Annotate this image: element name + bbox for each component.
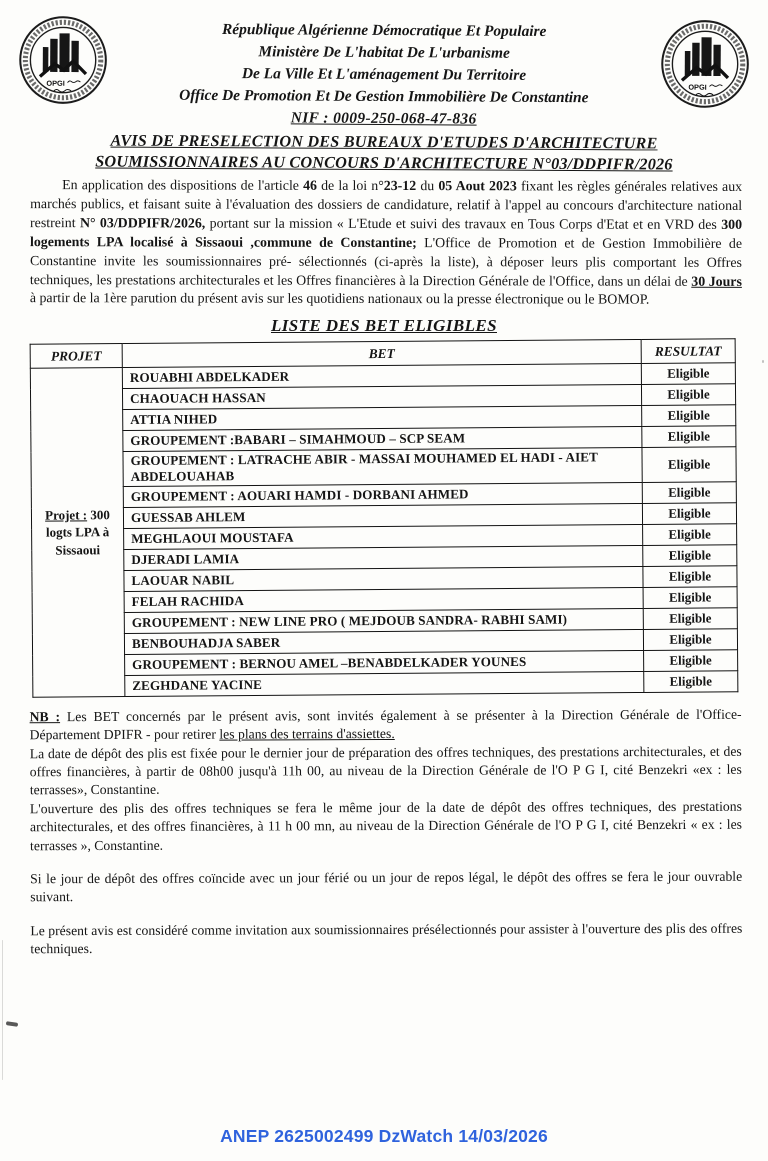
bet-name: BENBOUHADJA SABER — [124, 630, 643, 655]
intro-deadline: 30 Jours — [691, 274, 742, 290]
header-line-office: Office De Promotion Et De Gestion Immobilière De Constantine — [179, 86, 589, 106]
intro-text: fixant les règles générales relatives aux marchés publics, et faisant suite à l'évaluation des dossiers de candidature, relatif à l'appel au concours d'architecture national restreint — [30, 179, 743, 231]
result-value: Eligible — [642, 503, 736, 525]
bet-name: ROUABHI ABDELKADER — [122, 364, 641, 389]
document-header — [0, 10, 768, 132]
nb-text: Les BET concernés par le présent avis, sont invités également à se présenter à la Direction Générale de l'Office- Département DPIFR - pour retirer — [29, 706, 742, 743]
result-value: Eligible — [643, 629, 737, 651]
header-titles — [112, 14, 657, 131]
bet-name: GROUPEMENT :BABARI – SIMAHMOUD – SCP SEAM — [123, 427, 642, 452]
bet-name: MEGHLAOUI MOUSTAFA — [124, 525, 643, 550]
intro-law-number: 23-12 — [383, 178, 417, 194]
bet-name: CHAOUACH HASSAN — [122, 385, 641, 410]
table-row — [33, 671, 738, 698]
holiday-paragraph: Si le jour de dépôt des offres coïncide avec un jour férié ou un jour de repos légal, le dépôt des offres se fera le jour ouvrable suivant. — [30, 868, 743, 905]
col-header-projet: PROJET — [30, 344, 122, 369]
header-line-republic: République Algérienne Démocratique Et Populaire — [222, 21, 547, 40]
intro-mission-bold: 300 logements LPA localisé à Sissaoui ,commune de Constantine; — [29, 217, 743, 251]
result-value: Eligible — [643, 566, 737, 588]
intro-contest-number: N° 03/DDPIFR/2026, — [79, 215, 206, 232]
nb-paragraph — [30, 706, 742, 745]
col-header-bet: BET — [122, 340, 641, 368]
header-line-ministry: Ministère De L'habitat De L'urbanisme — [258, 43, 510, 62]
project-cell — [30, 368, 125, 698]
scan-artifact — [2, 940, 3, 1080]
bet-name: GROUPEMENT : BERNOU AMEL –BENABDELKADER YOUNES — [125, 651, 644, 676]
result-value: Eligible — [643, 545, 737, 567]
bet-name: DJERADI LAMIA — [124, 546, 643, 571]
header-line-territory: De La Ville Et L'aménagement Du Territoire — [241, 64, 527, 84]
intro-text: du — [416, 178, 439, 194]
opgi-logo-icon — [659, 18, 752, 111]
bet-name: ATTIA NIHED — [123, 406, 642, 431]
result-value: Eligible — [641, 384, 735, 406]
intro-article-number: 46 — [303, 178, 318, 194]
opgi-seal-left — [14, 14, 113, 107]
intro-text: portant sur la mission « L'Etude et suivi des travaux en Tous Corps d'Etat et en VRD des — [205, 216, 722, 233]
result-value: Eligible — [644, 671, 738, 693]
result-value: Eligible — [642, 447, 736, 483]
col-header-resultat: RESULTAT — [641, 339, 735, 364]
result-value: Eligible — [642, 405, 736, 427]
intro-text: de la loi n° — [316, 178, 384, 194]
bet-name: LAOUAR NABIL — [124, 567, 643, 592]
bet-name: GUESSAB AHLEM — [123, 504, 642, 529]
notice-title-line2: SOUMISSIONNAIRES AU CONCOURS D'ARCHITECTURE N°03/DDPIFR/2026 — [95, 152, 673, 174]
intro-text: à partir de la 1ère parution du présent avis sur les quotidiens nationaux ou la presse électronique ou le BOMOP. — [29, 291, 650, 308]
bet-name: GROUPEMENT : AOUARI HAMDI - DORBANI AHMED — [123, 483, 642, 508]
result-value: Eligible — [644, 650, 738, 672]
result-value: Eligible — [643, 608, 737, 630]
bet-name: GROUPEMENT : NEW LINE PRO ( MEJDOUB SANDRA- RABHI SAMI) — [124, 609, 643, 634]
scan-artifact — [762, 360, 764, 363]
eligible-bet-table — [30, 338, 739, 698]
result-value: Eligible — [643, 524, 737, 546]
deposit-date-paragraph: La date de dépôt des plis est fixée pour le dernier jour de préparation des offres techniques, des prestations architecturales, et des offres financières, à partir de 08h00 jusqu'à 11h 00, au niveau de la Direction Générale de l'O P G I, cité Benzekri «ex : les terrasses», Constantine. — [29, 743, 742, 798]
result-value: Eligible — [642, 482, 736, 504]
intro-text: En application des dispositions de l'article — [62, 177, 304, 194]
project-label-rest: 300 logts LPA à Sissaoui — [45, 507, 110, 558]
nif-number: NIF : 0009-250-068-47-836 — [290, 108, 477, 128]
bet-name: FELAH RACHIDA — [124, 588, 643, 613]
result-value: Eligible — [643, 587, 737, 609]
result-value: Eligible — [642, 426, 736, 448]
notes-section — [30, 706, 743, 959]
scan-artifact — [6, 1021, 18, 1027]
table-row — [31, 447, 736, 488]
bet-name: ZEGHDANE YACINE — [125, 672, 644, 697]
opening-paragraph: L'ouverture des plis des offres techniques se fera le même jour de la date de dépôt des offres techniques, des prestations architecturales, et des offres financières, à 11 h 00 mn, au niveau de la Direction Générale de l'O P G I, cité Benzekri « ex : les terrasses », Constantine. — [29, 798, 743, 853]
nb-label: NB : — [29, 709, 61, 725]
invitation-paragraph: Le présent avis est considéré comme invitation aux soumissionnaires présélectionnés pour assister à l'ouverture des plis des offres techniques. — [30, 920, 743, 957]
nb-underlined-plans: les plans des terrains d'assiettes. — [219, 726, 395, 743]
bet-name: GROUPEMENT : LATRACHE ABIR - MASSAI MOUHAMED EL HADI - AIET ABDELOUAHAB — [123, 448, 642, 487]
opgi-seal-right — [656, 18, 755, 111]
intro-law-date: 05 Aout 2023 — [438, 178, 517, 195]
result-value: Eligible — [641, 363, 735, 385]
anep-footer: ANEP 2625002499 DzWatch 14/03/2026 — [220, 1126, 548, 1146]
list-heading — [0, 316, 768, 336]
notice-title — [0, 130, 768, 175]
intro-text: L'Office de Promotion et de Gestion Immobilière de Constantine invite les soumissionnaires pré- sélectionnés (ci-après la liste), à déposer leurs plis comportant les Offres techniques, les prestations architecturales et les Offres financières à la Direction Générale de l'Office, dans un délai de — [29, 235, 743, 290]
list-heading-text: LISTE DES BET ELIGIBLES — [270, 316, 497, 336]
project-label-title: Projet : — [45, 507, 88, 523]
opgi-logo-icon — [17, 14, 110, 107]
intro-paragraph — [30, 177, 742, 311]
notice-title-line1: AVIS DE PRESELECTION DES BUREAUX D'ETUDES D'ARCHITECTURE — [110, 131, 658, 153]
